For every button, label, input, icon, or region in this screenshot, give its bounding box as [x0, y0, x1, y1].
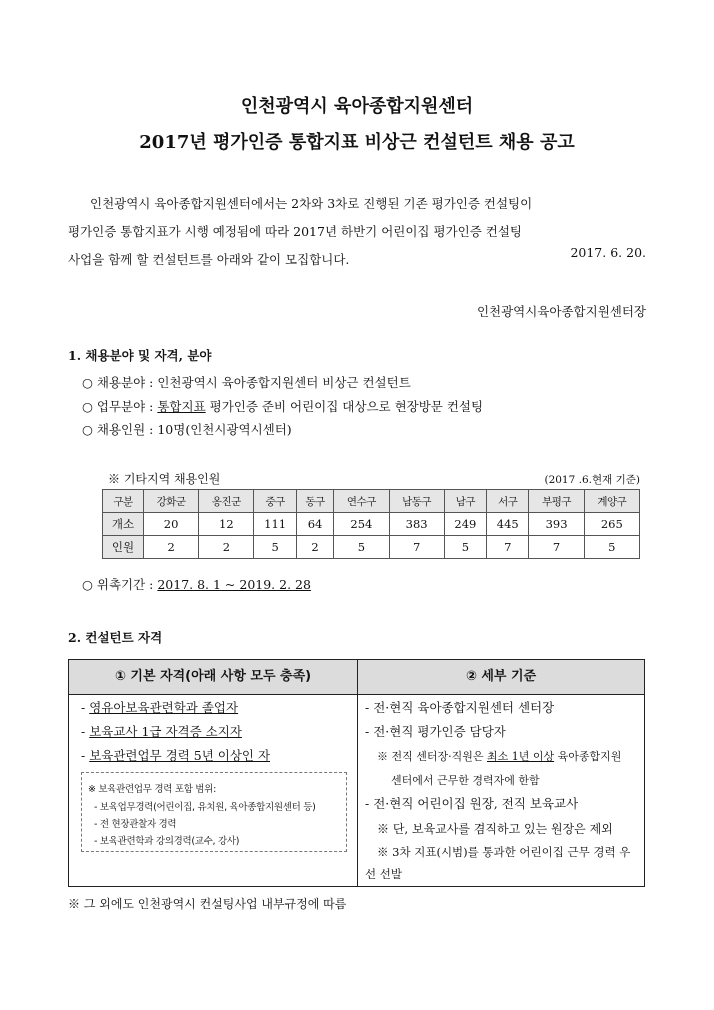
scope-line: - 전 현장관찰자 경력 [94, 819, 177, 830]
region-name: 동구 [296, 490, 333, 513]
detail-note-3: ※ 3차 지표(시범)를 통과한 어린이집 근무 경력 우 [377, 845, 631, 859]
announcement-date: 2017. 6. 20. [570, 245, 646, 260]
table-cell: 5 [584, 536, 639, 559]
footer-note: ※ 그 외에도 인천광역시 컨설팅사업 내부규정에 따름 [68, 897, 347, 911]
table-cell: 7 [389, 536, 444, 559]
scope-line: - 보육관련학과 강의경력(교수, 강사) [94, 836, 240, 847]
intro-line-2: 평가인증 통합지표가 시행 예정됨에 따라 2017년 하반기 어린이집 평가인증 컨설팅 [68, 224, 522, 239]
detail-criteria-header: ② 세부 기준 [358, 660, 644, 695]
detail-item-1: - 전·현직 육아종합지원센터 센터장 [365, 700, 555, 715]
detail-note-2: ※ 단, 보육교사를 겸직하고 있는 원장은 제외 [377, 822, 613, 836]
detail-item-2: - 전·현직 평가인증 담당자 [365, 724, 506, 739]
table-row [103, 513, 640, 536]
table-cell: 393 [529, 513, 584, 536]
region-name: 남구 [444, 490, 486, 513]
table-cell: 2 [144, 536, 199, 559]
region-name: 서구 [487, 490, 529, 513]
detail-note-1-cont: 센터에서 근무한 경력자에 한함 [391, 774, 540, 787]
basis-date-note: (2017 .6.현재 기준) [544, 474, 640, 486]
region-name: 강화군 [144, 490, 199, 513]
basic-qualification-header: ① 기본 자격(아래 사항 모두 충족) [69, 660, 358, 695]
row-label: 인원 [103, 536, 144, 559]
scope-line: - 보육업무경력(어린이집, 유치원, 육아종합지원센터 등) [94, 802, 316, 813]
other-region-note: ※ 기타지역 채용인원 [108, 472, 221, 486]
table-cell: 265 [584, 513, 639, 536]
contract-period: ○ 위촉기간 : 2017. 8. 1 ~ 2019. 2. 28 [82, 577, 311, 592]
work-field: ○ 업무분야 : 통합지표 평가인증 준비 어린이집 대상으로 현장방문 컨설팅 [82, 399, 484, 414]
row-label: 개소 [103, 513, 144, 536]
issuer-name: 인천광역시육아종합지원센터장 [476, 304, 646, 319]
region-name: 부평구 [529, 490, 584, 513]
region-name: 중구 [254, 490, 296, 513]
basic-item-1: - 영유아보육관련학과 졸업자 [81, 700, 239, 715]
region-header-label: 구분 [103, 490, 144, 513]
scope-title: ※ 보육관련업무 경력 포함 범위: [88, 784, 216, 795]
recruit-field: ○ 채용분야 : 인천광역시 육아종합지원센터 비상근 컨설턴트 [82, 375, 411, 390]
document-title: 인천광역시 육아종합지원센터 [240, 96, 474, 117]
section-2-heading: 2. 컨설턴트 자격 [68, 630, 163, 645]
detail-note-1: ※ 전직 센터장·직원은 최소 1년 이상 육아종합지원 [377, 750, 622, 763]
section-1-heading: 1. 채용분야 및 자격, 분야 [68, 348, 212, 363]
region-name: 계양구 [584, 490, 639, 513]
region-name: 옹진군 [199, 490, 254, 513]
table-cell: 111 [254, 513, 296, 536]
table-cell: 2 [199, 536, 254, 559]
region-name: 연수구 [334, 490, 389, 513]
experience-scope-box [81, 772, 347, 852]
table-cell: 5 [334, 536, 389, 559]
table-cell: 445 [487, 513, 529, 536]
intro-line-3: 사업을 함께 할 컨설턴트를 아래와 같이 모집합니다. [68, 252, 350, 267]
table-cell: 7 [529, 536, 584, 559]
detail-note-3-cont: 선 선발 [365, 867, 402, 881]
column-divider [357, 694, 358, 886]
table-cell: 12 [199, 513, 254, 536]
intro-paragraph [68, 190, 646, 274]
table-cell: 249 [444, 513, 486, 536]
table-cell: 5 [254, 536, 296, 559]
table-cell: 254 [334, 513, 389, 536]
document-subtitle: 2017년 평가인증 통합지표 비상근 컨설턴트 채용 공고 [139, 132, 575, 153]
table-row [103, 536, 640, 559]
table-cell: 5 [444, 536, 486, 559]
table-cell: 7 [487, 536, 529, 559]
region-header-row [103, 490, 640, 513]
criteria-table [68, 659, 645, 887]
table-cell: 64 [296, 513, 333, 536]
region-table [102, 489, 640, 559]
intro-line-1: 인천광역시 육아종합지원센터에서는 2차와 3차로 진행된 기존 평가인증 컨설팅이 [90, 196, 533, 211]
basic-item-3: - 보육관련업무 경력 5년 이상인 자 [81, 748, 271, 763]
table-cell: 383 [389, 513, 444, 536]
detail-item-3: - 전·현직 어린이집 원장, 전직 보육교사 [365, 796, 579, 811]
table-cell: 2 [296, 536, 333, 559]
region-name: 남동구 [389, 490, 444, 513]
table-cell: 20 [144, 513, 199, 536]
basic-item-2: - 보육교사 1급 자격증 소지자 [81, 724, 242, 739]
recruit-count: ○ 채용인원 : 10명(인천시광역시센터) [82, 422, 292, 437]
